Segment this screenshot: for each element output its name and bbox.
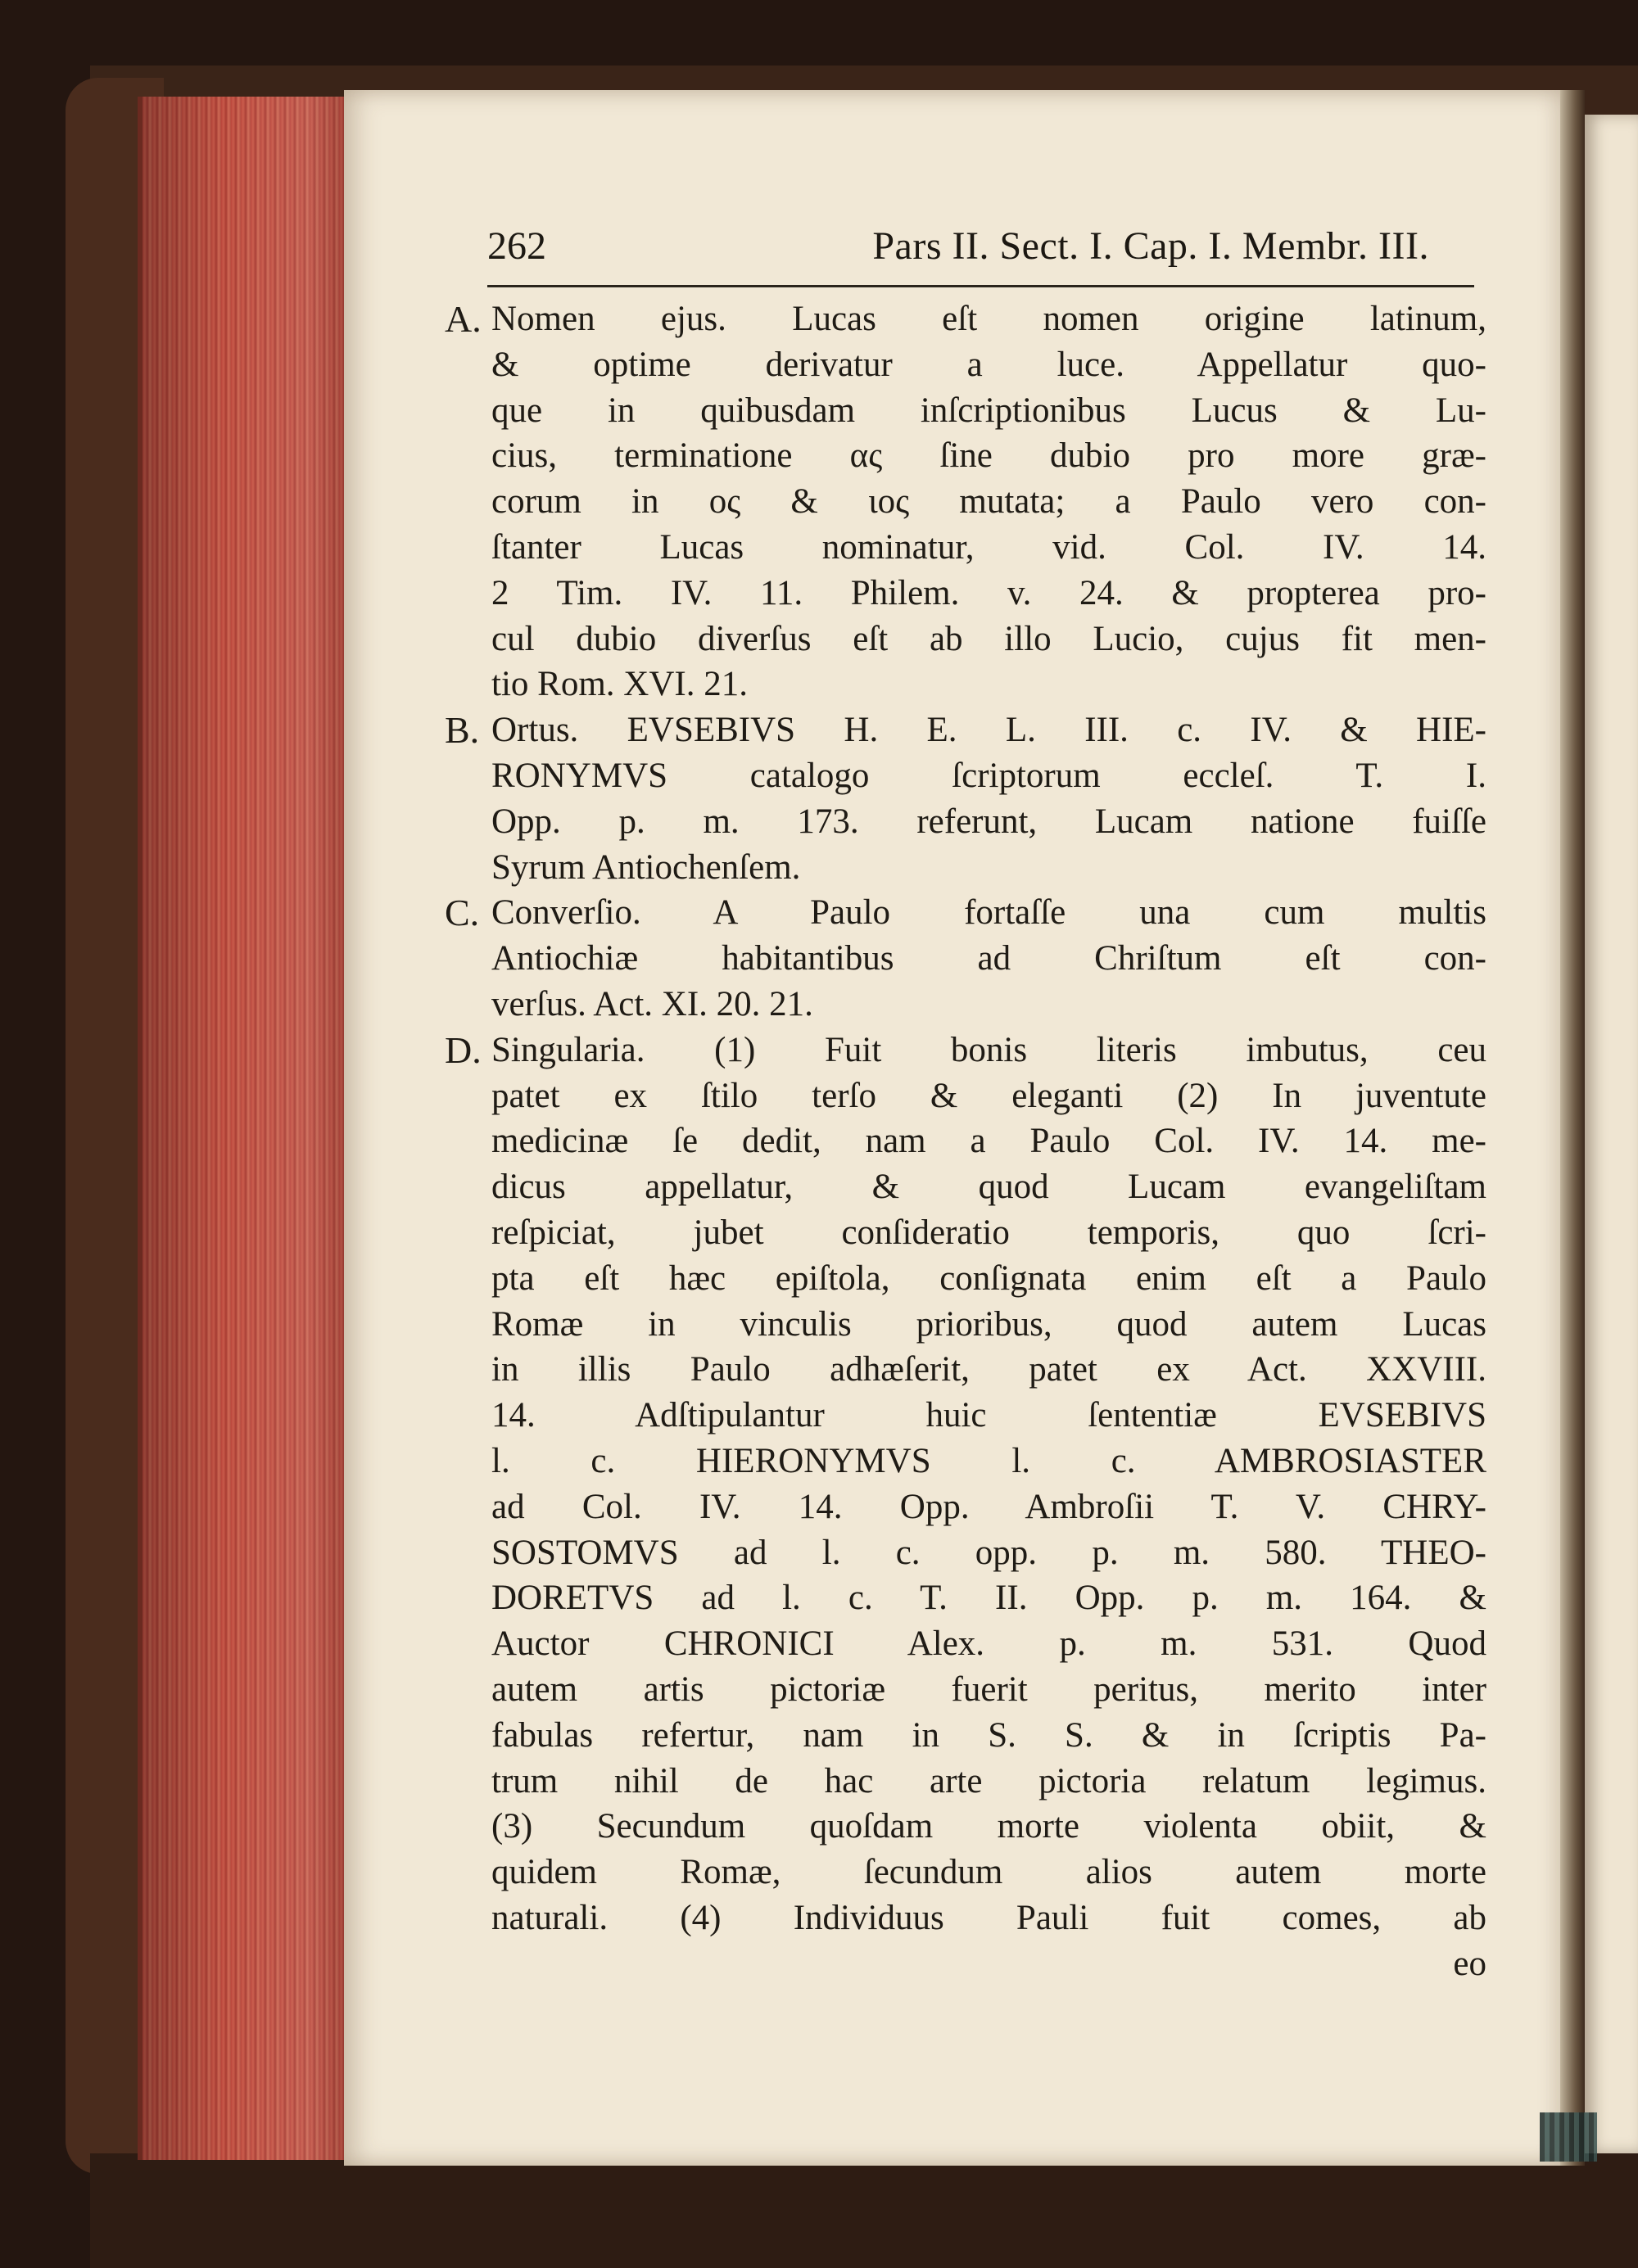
line-text: Ortus. EVSEBIVS H. E. L. III. c. IV. & HIE- xyxy=(491,711,1486,750)
text-line xyxy=(491,1164,1486,1210)
text-line xyxy=(491,433,1486,479)
catchword: eo xyxy=(1453,1944,1486,1983)
line-text: DORETVS ad l. c. T. II. Opp. p. m. 164. & xyxy=(491,1579,1486,1618)
text-line xyxy=(491,662,1486,707)
text-line xyxy=(491,342,1486,388)
header-rule xyxy=(487,285,1474,287)
line-text: Singularia. (1) Fuit bonis literis imbutus, ceu xyxy=(491,1030,1486,1069)
text-line xyxy=(491,1302,1486,1348)
line-text: reſpiciat, jubet conſideratio temporis, quo ſcri- xyxy=(491,1213,1486,1252)
line-text: Opp. p. m. 173. referunt, Lucam natione fuiſſe xyxy=(491,802,1486,841)
text-line xyxy=(491,753,1486,799)
section-marker: B. xyxy=(445,709,480,752)
line-text: cius, terminatione ας ſine dubio pro more græ- xyxy=(491,436,1486,476)
line-text: cul dubio diverſus eſt ab illo Lucio, cujus fit men- xyxy=(491,619,1486,658)
text-line xyxy=(491,1713,1486,1759)
text-line xyxy=(491,799,1486,845)
line-text: autem artis pictoriæ fuerit peritus, merito inter xyxy=(491,1669,1486,1709)
text-line xyxy=(491,1575,1486,1621)
body-text xyxy=(445,296,1486,1986)
bookmark-ribbon xyxy=(1540,2112,1597,2162)
page-number: 262 xyxy=(487,224,546,268)
line-text: RONYMVS catalogo ſcriptorum eccleſ. T. I. xyxy=(491,756,1486,795)
text-line xyxy=(491,617,1486,662)
page-gutter xyxy=(1560,90,1585,2166)
text-line xyxy=(491,1850,1486,1895)
line-text: SOSTOMVS ad l. c. opp. p. m. 580. THEO- xyxy=(491,1533,1486,1572)
text-line xyxy=(491,1118,1486,1164)
text-line xyxy=(491,1667,1486,1713)
section-marker: D. xyxy=(445,1028,482,1071)
text-line xyxy=(491,1759,1486,1805)
text-line xyxy=(491,571,1486,617)
text-line xyxy=(491,845,1486,891)
line-text: Syrum Antiochenſem. xyxy=(491,847,801,887)
text-line xyxy=(491,1804,1486,1850)
text-line xyxy=(491,479,1486,525)
line-text: dicus appellatur, & quod Lucam evangeliſtam xyxy=(491,1168,1486,1207)
line-text: & optime derivatur a luce. Appellatur quo- xyxy=(491,345,1486,384)
line-text: Nomen ejus. Lucas eſt nomen origine latinum, xyxy=(491,300,1486,338)
line-text: medicinæ ſe dedit, nam a Paulo Col. IV. 14. me- xyxy=(491,1122,1486,1161)
text-line xyxy=(491,982,1486,1028)
text-line xyxy=(491,1073,1486,1119)
line-text: patet ex ſtilo terſo & eleganti (2) In juventute xyxy=(491,1076,1486,1115)
text-line xyxy=(491,1439,1486,1484)
line-text: (3) Secundum quoſdam morte violenta obiit, & xyxy=(491,1807,1486,1846)
line-text: naturali. (4) Individuus Pauli fuit comes, ab xyxy=(491,1898,1486,1937)
line-text: Romæ in vinculis prioribus, quod autem Lucas xyxy=(491,1304,1486,1344)
section-marker: A. xyxy=(445,298,482,340)
text-line xyxy=(445,296,1486,342)
section-marker: C. xyxy=(445,892,480,934)
line-text: verſus. Act. XI. 20. 21. xyxy=(491,984,813,1023)
line-text: corum in ος & ιος mutata; a Paulo vero con- xyxy=(491,482,1486,522)
line-text: ad Col. IV. 14. Opp. Ambroſii T. V. CHRY- xyxy=(491,1487,1486,1526)
text-line xyxy=(491,1393,1486,1439)
text-line xyxy=(445,707,1486,753)
running-head-title: Pars II. Sect. I. Cap. I. Membr. III. xyxy=(872,224,1429,268)
line-text: ſtanter Lucas nominatur, vid. Col. IV. 14. xyxy=(491,527,1486,567)
line-text: pta eſt hæc epiſtola, conſignata enim eſt a Paulo xyxy=(491,1258,1486,1298)
text-line xyxy=(445,1028,1486,1073)
line-text: trum nihil de hac arte pictoria relatum legimus. xyxy=(491,1761,1486,1800)
text-line xyxy=(491,525,1486,571)
text-line xyxy=(491,1621,1486,1667)
line-text: l. c. HIERONYMVS l. c. AMBROSIASTER xyxy=(491,1441,1486,1480)
text-line xyxy=(491,936,1486,982)
line-text: que in quibusdam inſcriptionibus Lucus & Lu- xyxy=(491,391,1486,430)
text-line xyxy=(491,1210,1486,1256)
text-line xyxy=(491,1484,1486,1530)
facing-page-edge xyxy=(1585,115,1638,2153)
line-text: Auctor CHRONICI Alex. p. m. 531. Quod xyxy=(491,1624,1486,1664)
text-line xyxy=(491,1256,1486,1302)
text-line xyxy=(491,1530,1486,1576)
running-header xyxy=(487,224,1429,289)
text-line xyxy=(491,1347,1486,1393)
line-text: quidem Romæ, ſecundum alios autem morte xyxy=(491,1853,1486,1892)
red-page-edges xyxy=(138,97,349,2160)
line-text: 2 Tim. IV. 11. Philem. v. 24. & propterea pro- xyxy=(491,573,1486,612)
line-text: tio Rom. XVI. 21. xyxy=(491,665,748,704)
text-line xyxy=(491,1895,1486,1941)
line-text: 14. Adſtipulantur huic ſententiæ EVSEBIVS xyxy=(491,1396,1486,1435)
text-line xyxy=(445,890,1486,936)
line-text: Antiochiæ habitantibus ad Chriſtum eſt con- xyxy=(491,939,1486,978)
line-text: fabulas refertur, nam in S. S. & in ſcriptis Pa- xyxy=(491,1715,1486,1755)
book-cover-bottom xyxy=(90,2153,1638,2268)
line-text: in illis Paulo adhæſerit, patet ex Act. XXVIII. xyxy=(491,1350,1486,1389)
text-line xyxy=(491,388,1486,434)
line-text: Converſio. A Paulo fortaſſe una cum multis xyxy=(491,893,1486,933)
